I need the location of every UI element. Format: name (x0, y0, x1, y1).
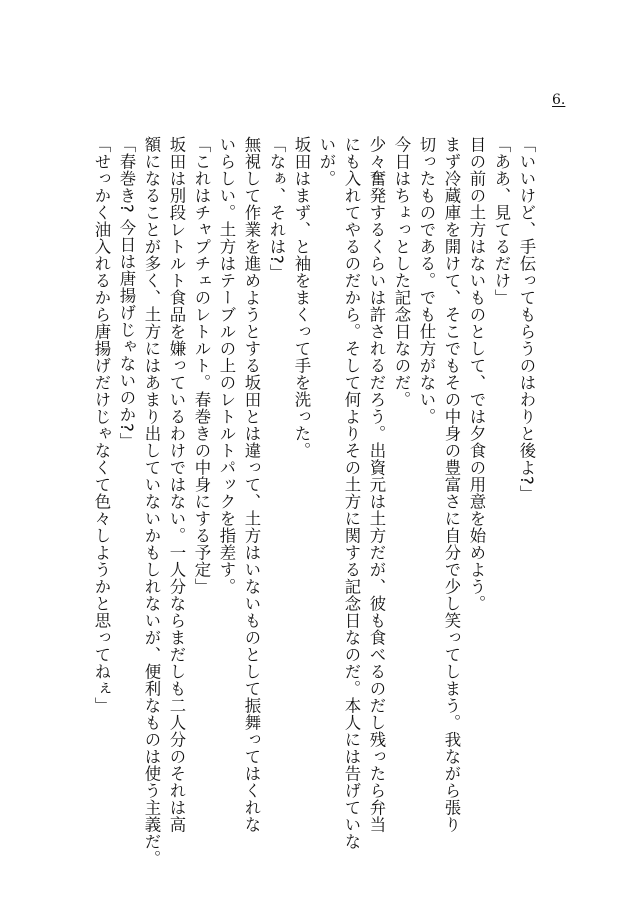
text-line: まず冷蔵庫を開けて、そこでもその中身の豊富さに自分で少し笑ってしまう。我ながら張り (442, 136, 461, 833)
text-line: 「なぁ、それは?」 (267, 136, 286, 282)
text-line: いが。 (317, 136, 336, 187)
text-line: にも入れてやるのだから。そして何よりその土方に関する記念日なのだ。本人には告げていな (342, 136, 361, 850)
text-line: 坂田は別段レトルト食品を嫌っているわけではない。一人分ならまだしも二人分のそれは高 (167, 136, 186, 833)
text-line: 坂田はまず、と袖をまくって手を洗った。 (292, 136, 311, 459)
text-line: 「せっかく油入れるから唐揚げだけじゃなくて色々しようかと思ってねぇ」 (92, 136, 111, 714)
text-line: 「春巻き? 今日は唐揚げじゃないのか?」 (117, 136, 136, 450)
vertical-text-body (89, 136, 539, 867)
text-line: 無視して作業を進めようとする坂田とは違って、土方はいないものとして振舞ってはくれな (242, 136, 261, 833)
text-line: 「いいけど、手伝ってもらうのはわりと後よ?」 (517, 136, 536, 503)
text-line: いらしい。土方はテーブルの上のレトルトパックを指差す。 (217, 136, 236, 595)
text-line: 「ああ、見てるだけ」 (492, 136, 511, 306)
text-line: 少々奮発するくらいは許されるだろう。出資元は土方だが、彼も食べるのだし残ったら弁当 (367, 136, 386, 833)
text-line: 今日はちょっとした記念日なのだ。 (392, 136, 411, 408)
text-line: 切ったものである。でも仕方がない。 (417, 136, 436, 425)
text-line: 目の前の土方はないものとして、では夕食の用意を始めよう。 (467, 136, 486, 612)
page-number: 6. (552, 92, 566, 108)
text-line: 「これはチャプチェのレトルト。春巻きの中身にする予定」 (192, 136, 211, 595)
text-line: 額になることが多く、土方にはあまり出していないかもしれないが、便利なものは使う主義だ。 (142, 136, 161, 867)
